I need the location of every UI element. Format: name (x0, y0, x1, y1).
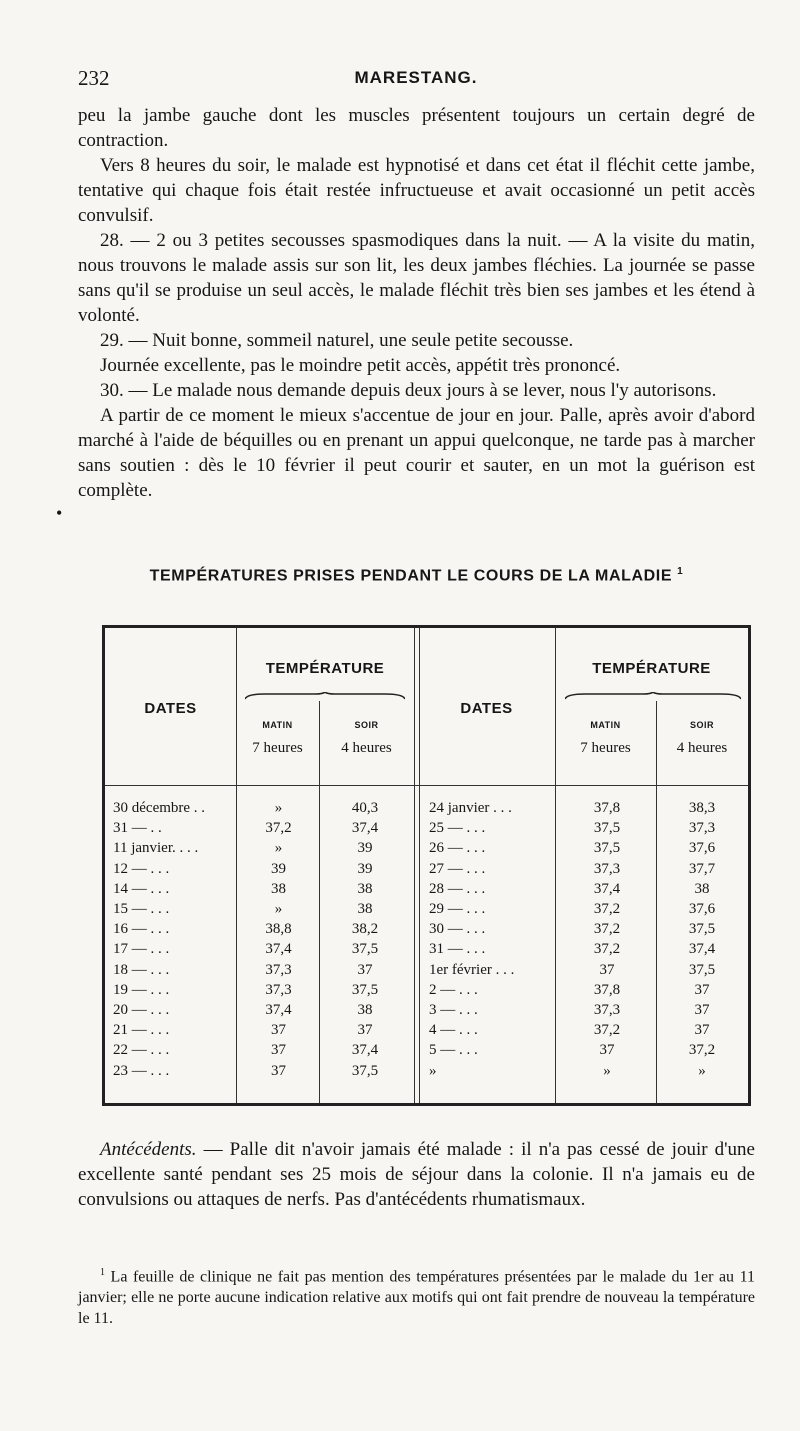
date-cell: 4 — . . . (429, 1022, 478, 1039)
running-title: MARESTANG. (354, 68, 478, 87)
date-cell: 27 — . . . (429, 860, 486, 877)
footnote-text: La feuille de clinique ne fait pas mention des températures présentées par le malade du 1er au 11 janvier; elle ne porte aucune indication relative aux motifs qui ont fait prendre de nouveau la température le 11. (78, 1268, 755, 1328)
evening-temp-cell: 37,4 (688, 941, 716, 958)
date-cell: 18 — . . . (113, 961, 170, 978)
date-cell: 15 — . . . (113, 901, 170, 917)
evening-temp-cell: 37,7 (688, 860, 716, 877)
date-cell: 14 — . . . (113, 880, 170, 897)
table-row (105, 919, 748, 940)
date-cell: 25 — . . . (429, 820, 486, 837)
table-row (105, 899, 748, 920)
evening-temp-cell: 37 (694, 1022, 710, 1039)
evening-temp-cell: 37,5 (351, 981, 379, 998)
table-row (105, 1020, 748, 1041)
date-cell: 11 janvier. . . . (113, 840, 199, 857)
date-cell: 12 — . . . (113, 860, 170, 877)
paragraph: peu la jambe gauche dont les muscles présentent toujours un certain degré de contraction. (78, 105, 755, 151)
morning-temp-cell: 37,2 (593, 941, 621, 958)
morning-temp-cell: 39 (271, 860, 286, 877)
date-cell: 22 — . . . (113, 1042, 170, 1059)
dates-header: DATES (144, 700, 197, 717)
morning-temp-cell: 37,3 (265, 961, 292, 978)
temperature-header: TEMPÉRATURE (592, 660, 711, 677)
morning-temp-cell: 37,3 (593, 860, 621, 877)
evening-temp-cell: 37,5 (351, 1062, 379, 1079)
table-row (105, 980, 748, 1001)
paragraph: Vers 8 heures du soir, le malade est hypnotisé et dans cet état il fléchit cette jambe, tentative qui chaque fois était restée infructueuse et avait occasionné un petit accès convulsif. (78, 155, 755, 226)
table-row (105, 1061, 748, 1082)
evening-temp-cell: 38 (357, 880, 373, 897)
date-cell: 30 décembre . . (113, 800, 206, 816)
date-cell: 29 — . . . (429, 901, 486, 917)
morning-temp-cell: » (274, 901, 283, 917)
evening-temp-cell: 38 (694, 880, 710, 897)
table-row (105, 939, 748, 960)
evening-temp-cell: 37,6 (688, 901, 716, 917)
evening-temp-cell: 39 (357, 840, 373, 857)
morning-temp-cell: 37,5 (593, 820, 621, 837)
morning-temp-cell: 37,4 (593, 880, 621, 897)
evening-temp-cell: 37,6 (688, 840, 716, 857)
morning-temp-cell: 37,3 (593, 1002, 621, 1018)
paragraph: A partir de ce moment le mieux s'accentue de jour en jour. Palle, après avoir d'abord marché à l'aide de béquilles ou en prenant un appui quelconque, ne tarde pas à marcher sans soutien : dès le 10 février il peut courir et sauter, en un mot la guérison est complète. (78, 405, 755, 501)
soir-header: SOIR (354, 720, 379, 730)
paragraph: 30. — Le malade nous demande depuis deux jours à se lever, nous l'y autorisons. (100, 380, 717, 401)
evening-temp-cell: 37,5 (688, 921, 716, 938)
date-cell: 26 — . . . (429, 840, 486, 857)
page-number: 232 (78, 66, 110, 90)
matin-hour: 7 heures (252, 740, 303, 756)
date-cell: 19 — . . . (113, 981, 170, 998)
table-row (105, 879, 748, 900)
date-cell: 31 — . . (113, 820, 162, 837)
evening-temp-cell: 37 (694, 981, 710, 998)
evening-temp-cell: 37 (357, 961, 373, 978)
evening-temp-cell: 37,3 (688, 820, 716, 837)
matin-hour: 7 heures (580, 740, 631, 756)
morning-temp-cell: » (274, 800, 283, 816)
footnote-marker: 1 (100, 1267, 105, 1278)
morning-temp-cell: 38,8 (265, 921, 292, 938)
evening-temp-cell: 39 (357, 860, 373, 877)
margin-bullet-mark: • (56, 503, 63, 523)
morning-temp-cell: » (274, 840, 283, 857)
table-row (105, 798, 748, 819)
morning-temp-cell: 37 (271, 1042, 286, 1059)
table-row (105, 1040, 748, 1061)
date-cell: 2 — . . . (429, 981, 478, 998)
date-cell: 1er février . . . (429, 961, 515, 978)
soir-header: SOIR (689, 720, 714, 730)
footnote (78, 1262, 755, 1329)
dates-header: DATES (460, 700, 513, 717)
date-cell: 16 — . . . (113, 921, 170, 938)
evening-temp-cell: 38 (357, 901, 373, 917)
matin-header: MATIN (262, 720, 293, 730)
table-title (78, 566, 755, 585)
soir-hour: 4 heures (676, 740, 728, 756)
paragraph: Journée excellente, pas le moindre petit accès, appétit très prononcé. (100, 355, 621, 376)
date-cell: 23 — . . . (113, 1062, 170, 1079)
paragraph: 29. — Nuit bonne, sommeil naturel, une seule petite secousse. (100, 330, 574, 351)
antecedents-text: — Palle dit n'avoir jamais été malade : il n'a pas cessé de jouir d'une excellente santé pendant ses 25 mois de séjour dans la colonie. Il n'a jamais eu de convulsions ou attaques de nerfs. Pas d'antécédents rhumatismaux. (78, 1139, 755, 1210)
morning-temp-cell: 37 (599, 1042, 615, 1059)
brace-icon (565, 692, 741, 700)
temperature-header: TEMPÉRATURE (265, 660, 385, 677)
evening-temp-cell: 37,4 (351, 820, 379, 837)
morning-temp-cell: 37,4 (265, 1002, 292, 1018)
evening-temp-cell: 37,5 (351, 941, 379, 958)
morning-temp-cell: 37,2 (593, 921, 621, 938)
table-row (105, 859, 748, 880)
evening-temp-cell: 37,5 (688, 961, 716, 978)
paragraph: 28. — 2 ou 3 petites secousses spasmodiques dans la nuit. — A la visite du matin, nous trouvons le malade assis sur son lit, les deux jambes fléchies. La journée se passe sans qu'il se produise un seul accès, le malade fléchit très bien ses jambes et les étend à volonté. (78, 230, 755, 326)
evening-temp-cell: » (698, 1062, 706, 1079)
date-cell: 28 — . . . (429, 880, 486, 897)
table-row (105, 1000, 748, 1021)
morning-temp-cell: 37,5 (593, 840, 621, 857)
morning-temp-cell: 37,8 (593, 800, 621, 816)
soir-hour: 4 heures (341, 740, 392, 756)
footnote-paragraph (78, 1262, 755, 1329)
evening-temp-cell: 38 (357, 1002, 373, 1018)
morning-temp-cell: 37,3 (265, 981, 292, 998)
morning-temp-cell: 37,2 (265, 820, 292, 837)
evening-temp-cell: 38,3 (688, 800, 716, 816)
date-cell: 24 janvier . . . (429, 800, 512, 816)
date-cell: 3 — . . . (429, 1002, 478, 1018)
date-cell: 5 — . . . (429, 1042, 478, 1059)
evening-temp-cell: 40,3 (351, 800, 379, 816)
date-cell: 30 — . . . (429, 921, 486, 938)
page-header (78, 66, 754, 94)
paragraph (78, 1137, 755, 1212)
morning-temp-cell: 37 (599, 961, 615, 978)
table-row (105, 960, 748, 981)
temperature-table (102, 625, 751, 1106)
table-row (105, 818, 748, 839)
morning-temp-cell: 37 (271, 1022, 286, 1039)
body-text (78, 103, 755, 503)
footnote-ref: 1 (677, 566, 684, 577)
matin-header: MATIN (590, 720, 621, 730)
morning-temp-cell: 37,2 (593, 901, 621, 917)
morning-temp-cell: 38 (271, 880, 286, 897)
evening-temp-cell: 37 (357, 1022, 373, 1039)
evening-temp-cell: 37,2 (688, 1042, 716, 1059)
header-rule (105, 785, 748, 786)
antecedents-label: Antécédents. (100, 1139, 197, 1160)
date-cell: 17 — . . . (113, 941, 170, 958)
antecedents-paragraph (78, 1137, 755, 1212)
morning-temp-cell: 37 (271, 1062, 286, 1079)
table-row (105, 838, 748, 859)
evening-temp-cell: 37,4 (351, 1042, 379, 1059)
date-cell: 21 — . . . (113, 1022, 170, 1039)
evening-temp-cell: 38,2 (351, 921, 379, 938)
brace-icon (245, 692, 405, 700)
morning-temp-cell: » (603, 1062, 611, 1079)
date-cell: » (429, 1062, 437, 1079)
morning-temp-cell: 37,8 (593, 981, 621, 998)
table-title-text: TEMPÉRATURES PRISES PENDANT LE COURS DE LA MALADIE (149, 567, 673, 585)
date-cell: 20 — . . . (113, 1002, 170, 1018)
evening-temp-cell: 37 (694, 1002, 710, 1018)
morning-temp-cell: 37,4 (265, 941, 292, 958)
morning-temp-cell: 37,2 (593, 1022, 621, 1039)
date-cell: 31 — . . . (429, 941, 486, 958)
